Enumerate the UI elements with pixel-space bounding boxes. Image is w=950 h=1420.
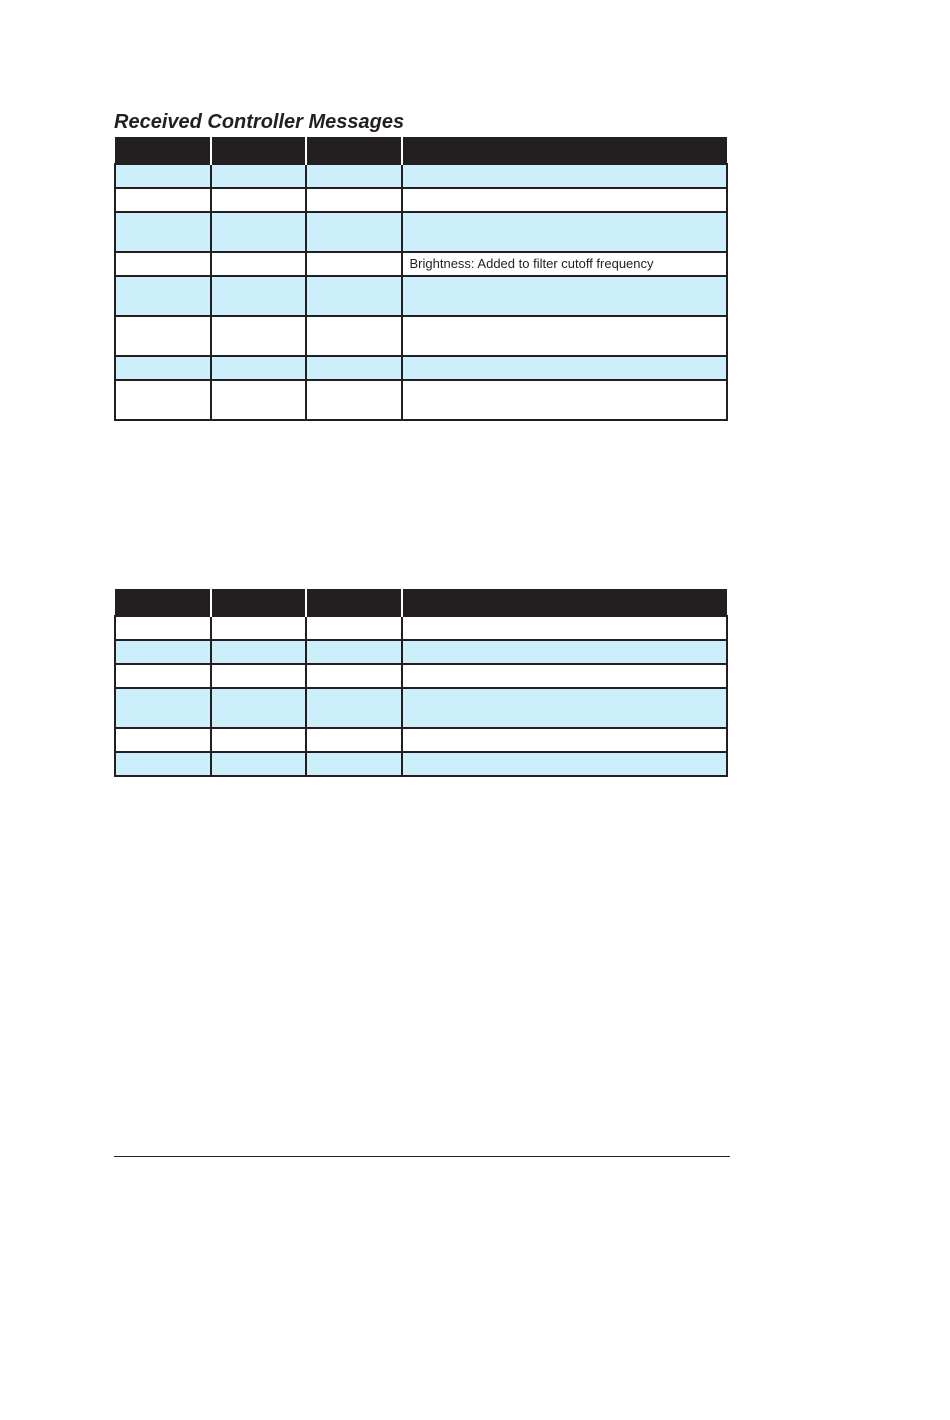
table-row [115, 664, 727, 688]
table-cell [115, 252, 211, 276]
table-cell [211, 212, 307, 252]
header-cell [211, 589, 307, 616]
table-row [115, 380, 727, 420]
table-cell [402, 640, 728, 664]
table-row [115, 188, 727, 212]
table-row [115, 356, 727, 380]
footer-rule [114, 1156, 730, 1157]
table-cell [211, 752, 307, 776]
table-cell [402, 212, 728, 252]
table-cell [306, 164, 402, 188]
header-cell [211, 137, 307, 164]
table-cell [306, 728, 402, 752]
table-cell [115, 688, 211, 728]
table-cell [402, 664, 728, 688]
table-row [115, 616, 727, 640]
table-header-row [115, 137, 727, 164]
header-cell [306, 137, 402, 164]
table-cell [306, 276, 402, 316]
table-cell [211, 164, 307, 188]
table-cell [402, 688, 728, 728]
table-cell [211, 728, 307, 752]
table-cell [402, 752, 728, 776]
table-cell [115, 276, 211, 316]
received-controller-messages-table [114, 137, 728, 421]
table-cell [211, 356, 307, 380]
table-cell [115, 664, 211, 688]
table-row [115, 164, 727, 188]
table-row [115, 252, 727, 276]
table-cell [115, 164, 211, 188]
table-cell [115, 752, 211, 776]
table-cell [402, 276, 728, 316]
table-row [115, 752, 727, 776]
table-row [115, 688, 727, 728]
table-cell [306, 212, 402, 252]
header-cell [115, 137, 211, 164]
table-cell [402, 188, 728, 212]
table-cell [211, 276, 307, 316]
table-cell [115, 316, 211, 356]
table-cell [115, 356, 211, 380]
table-cell [306, 752, 402, 776]
table-cell [211, 688, 307, 728]
table-cell [306, 616, 402, 640]
table-cell [402, 164, 728, 188]
table-row [115, 640, 727, 664]
table-cell [211, 616, 307, 640]
table-cell [402, 356, 728, 380]
table-cell [306, 188, 402, 212]
table-row [115, 728, 727, 752]
table-cell [306, 380, 402, 420]
table-cell [115, 616, 211, 640]
table-header-row [115, 589, 727, 616]
table-cell [211, 188, 307, 212]
table-cell [211, 640, 307, 664]
table-row [115, 212, 727, 252]
table-cell [115, 212, 211, 252]
header-cell [402, 589, 728, 616]
header-cell [402, 137, 728, 164]
table-cell [306, 252, 402, 276]
table-cell [115, 728, 211, 752]
table-cell [402, 728, 728, 752]
table-cell [402, 380, 728, 420]
header-cell [115, 589, 211, 616]
second-messages-table [114, 589, 728, 777]
table-cell [211, 316, 307, 356]
table-cell [211, 664, 307, 688]
table-cell [402, 316, 728, 356]
table-cell [306, 664, 402, 688]
table-cell [211, 380, 307, 420]
table-cell [115, 640, 211, 664]
table-cell [306, 688, 402, 728]
header-cell [306, 589, 402, 616]
table-cell [306, 316, 402, 356]
section-title: Received Controller Messages [114, 111, 405, 133]
table-row [115, 276, 727, 316]
table-cell: Brightness: Added to filter cutoff frequency [402, 252, 728, 276]
table-cell [115, 380, 211, 420]
table-cell [402, 616, 728, 640]
table-row [115, 316, 727, 356]
table-cell [115, 188, 211, 212]
table-cell [306, 356, 402, 380]
table-cell [306, 640, 402, 664]
table-cell [211, 252, 307, 276]
